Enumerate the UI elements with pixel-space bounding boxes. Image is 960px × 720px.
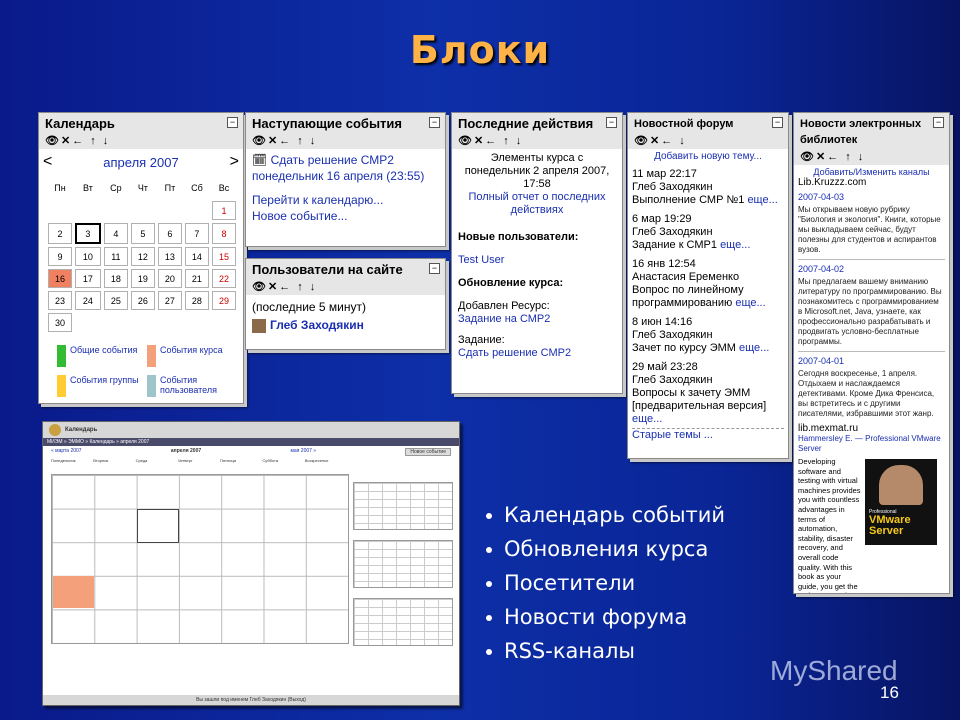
- legend-swatch: [57, 375, 66, 397]
- calendar-day[interactable]: 14: [185, 247, 209, 266]
- calendar-empty-cell: [75, 201, 101, 220]
- legend-swatch: [57, 345, 66, 367]
- goto-calendar-link[interactable]: Перейти к календарю...: [252, 193, 384, 207]
- feature-item: Обновления курса: [484, 534, 725, 568]
- upcoming-events-block: [245, 112, 446, 247]
- calendar-day[interactable]: 18: [104, 269, 128, 288]
- calendar-day[interactable]: 6: [158, 223, 182, 244]
- minimize-icon[interactable]: −: [429, 117, 440, 128]
- calendar-empty-cell: [131, 313, 155, 332]
- feed-source: lib.mexmat.ru: [798, 423, 859, 434]
- calendar-day[interactable]: 15: [212, 247, 236, 266]
- calendar-empty-cell: [48, 201, 72, 220]
- calendar-day[interactable]: 9: [48, 247, 72, 266]
- recent-activity-block: [451, 112, 623, 394]
- more-link[interactable]: еще...: [747, 194, 778, 206]
- block-controls[interactable]: 👁✕← ↑ ↓: [45, 135, 111, 147]
- calendar-day[interactable]: 22: [212, 269, 236, 288]
- news-forum-block: [627, 112, 789, 459]
- news-text: Сегодня воскресенье, 1 апреля. Отдыхаем и наслаждаемся детективами. Кроме Дика Френсиса, вы встретитесь и с другими писателями, избравшими этот жанр.: [798, 369, 935, 418]
- news-text: Мы предлагаем вашему вниманию литературу по программированию. Вы познакомитесь с программированием в Microsoft.net, Java, узнаете, как профессионально разрабатывать и продвигать условно-бесплатные программы.: [798, 277, 942, 346]
- avatar: [252, 319, 266, 333]
- calendar-empty-cell: [104, 201, 128, 220]
- minimize-icon[interactable]: −: [772, 117, 783, 128]
- weekday: Вт: [83, 183, 93, 193]
- weekday: Пн: [54, 183, 66, 193]
- legend-course[interactable]: События курса: [147, 345, 237, 367]
- mini-calendar: [353, 540, 453, 588]
- news-text: Мы открываем новую рубрику "Биология и экология". Книги, которые мы выкладываем сейчас, будут полезны для студентов и аспирантов вузов.: [798, 205, 941, 254]
- new-user-link[interactable]: Test User: [458, 254, 505, 266]
- watermark-logo: MyShared: [770, 655, 898, 686]
- feature-item: Посетители: [484, 568, 725, 602]
- forum-post: 8 июн 14:16 Глеб Заходякин Зачет по курсу ЭММ еще...: [632, 316, 770, 354]
- library-news-block: [793, 112, 950, 594]
- calendar-day[interactable]: 7: [185, 223, 209, 244]
- calendar-day[interactable]: 13: [158, 247, 182, 266]
- calendar-block: [38, 112, 244, 404]
- task-label: Задание:: [458, 334, 505, 346]
- feature-item: Новости форума: [484, 602, 725, 636]
- calendar-day[interactable]: 20: [158, 269, 182, 288]
- legend-global[interactable]: Общие события: [57, 345, 147, 367]
- forum-post: 16 янв 12:54 Анастасия Еременко Вопрос по линейному программированию еще...: [632, 258, 766, 309]
- forum-post: 11 мар 22:17 Глеб Заходякин Выполнение СМР №1 еще...: [632, 168, 778, 206]
- new-users-heading: Новые пользователи:: [458, 231, 579, 243]
- calendar-grid: [45, 175, 239, 335]
- news-date[interactable]: 2007-04-03: [798, 192, 845, 202]
- book-cover-image: [865, 459, 937, 545]
- weekday: Пт: [164, 183, 176, 193]
- recent-title: Последние действия: [458, 116, 594, 131]
- added-resource-link[interactable]: Задание на СМР2: [458, 313, 551, 325]
- screenshot-header: Календарь: [43, 422, 459, 438]
- weekday: Ср: [110, 183, 122, 193]
- book-description: Developing software and testing with virtual machines provides you with countless advantages in terms of automation, stability, disaster recovery, and overall code quality. With this book as your guide, you get the: [798, 457, 861, 591]
- book-cover-subtitle: Professional: [869, 509, 897, 515]
- weekday: Сб: [191, 183, 203, 193]
- block-controls[interactable]: 👁✕← ↑ ↓: [800, 151, 866, 163]
- calendar-page-screenshot: Календарь МИЭМ » ЭММО » Календарь » апреля 2007 « марта 2007 апреля 2007 мая 2007 » Новое событие Понедельник Вторник Среда Четверг Пятница Суббота Воскресенье Вы зашли под именем Глеб Заходякин (Выход): [42, 421, 460, 706]
- online-user-link[interactable]: Глеб Заходякин: [270, 318, 364, 332]
- event-cell[interactable]: [53, 576, 94, 608]
- weekday: Чт: [137, 183, 148, 193]
- feature-item: Календарь событий: [484, 500, 725, 534]
- new-event-link[interactable]: Новое событие...: [252, 209, 348, 223]
- forum-post: 6 мар 19:29 Глеб Заходякин Задание к СМР1 еще...: [632, 213, 751, 251]
- page-number: 16: [880, 683, 899, 702]
- book-cover-title: VMware Server: [869, 514, 911, 537]
- news-date[interactable]: 2007-04-01: [798, 356, 845, 366]
- screenshot-breadcrumb: МИЭМ » ЭММО » Календарь » апреля 2007: [43, 438, 459, 446]
- calendar-day-event[interactable]: 16: [48, 269, 72, 288]
- calendar-day[interactable]: 2: [48, 223, 72, 244]
- calendar-empty-cell: [185, 201, 209, 220]
- weekday: Вс: [218, 183, 230, 193]
- calendar-legend: [57, 345, 239, 397]
- online-users-block: [245, 258, 446, 350]
- legend-group[interactable]: События группы: [57, 375, 147, 397]
- legend-swatch: [147, 375, 156, 397]
- calendar-day[interactable]: 10: [75, 247, 101, 266]
- calendar-empty-cell: [104, 313, 128, 332]
- new-event-button[interactable]: Новое событие: [405, 448, 451, 456]
- minimize-icon[interactable]: −: [429, 263, 440, 274]
- added-resource-label: Добавлен Ресурс:: [458, 300, 550, 312]
- add-feeds-link[interactable]: Добавить/Изменить каналы: [813, 167, 930, 177]
- more-link[interactable]: еще...: [735, 297, 766, 309]
- calendar-day[interactable]: 5: [131, 223, 155, 244]
- calendar-day[interactable]: 21: [185, 269, 209, 288]
- forum-title: Новостной форум: [634, 118, 734, 130]
- calendar-day[interactable]: 4: [104, 223, 128, 244]
- calendar-day-today[interactable]: 3: [75, 223, 101, 244]
- site-logo: [49, 424, 61, 436]
- calendar-day[interactable]: 19: [131, 269, 155, 288]
- legend-swatch: [147, 345, 156, 367]
- minimize-icon[interactable]: −: [227, 117, 238, 128]
- calendar-day[interactable]: 29: [212, 291, 236, 310]
- block-controls[interactable]: 👁✕← ↑ ↓: [252, 281, 318, 293]
- task-link[interactable]: Сдать решение СМР2: [458, 347, 572, 359]
- event-icon: 🗓: [252, 153, 271, 167]
- legend-user[interactable]: События пользователя: [147, 375, 237, 397]
- next-month-button[interactable]: >: [229, 153, 239, 170]
- upcoming-event-link[interactable]: Сдать решение СМР2: [270, 153, 394, 167]
- minimize-icon[interactable]: −: [606, 117, 617, 128]
- upcoming-title: Наступающие события: [252, 116, 403, 131]
- calendar-empty-cell: [75, 313, 101, 332]
- divider: [798, 351, 945, 352]
- calendar-day[interactable]: 28: [185, 291, 209, 310]
- calendar-day[interactable]: 26: [131, 291, 155, 310]
- block-controls[interactable]: 👁✕← ↑ ↓: [252, 135, 318, 147]
- feature-list: [484, 500, 725, 670]
- calendar-day[interactable]: 27: [158, 291, 182, 310]
- calendar-empty-cell: [131, 201, 155, 220]
- more-link[interactable]: еще...: [739, 342, 770, 354]
- calendar-day[interactable]: 23: [48, 291, 72, 310]
- screenshot-month: апреля 2007: [170, 448, 202, 454]
- calendar-empty-cell: [158, 313, 182, 332]
- block-controls[interactable]: 👁✕← ↑ ↓: [458, 135, 524, 147]
- calendar-empty-cell: [185, 313, 209, 332]
- calendar-title: Календарь: [45, 116, 115, 131]
- screenshot-footer: Вы зашли под именем Глеб Заходякин (Выход): [43, 695, 459, 705]
- today-cell[interactable]: [137, 509, 179, 543]
- calendar-header: [39, 113, 243, 149]
- book-link[interactable]: Hammersley E. — Professional VMware Server: [798, 434, 941, 453]
- calendar-day[interactable]: 12: [131, 247, 155, 266]
- feed-source: Lib.Kruzzz.com: [798, 177, 867, 188]
- calendar-day[interactable]: 17: [75, 269, 101, 288]
- month-grid: [51, 474, 349, 644]
- calendar-month[interactable]: апреля 2007: [103, 154, 179, 170]
- calendar-day[interactable]: 8: [212, 223, 236, 244]
- full-report-link[interactable]: Полный отчет о последних действиях: [468, 191, 606, 216]
- mini-calendar: [353, 482, 453, 530]
- divider: [798, 259, 945, 260]
- recent-since: Элементы курса с понедельник 2 апреля 2007, 17:58: [464, 152, 610, 190]
- author-photo: [879, 465, 923, 505]
- calendar-nav: [43, 151, 239, 173]
- next-month-link[interactable]: мая 2007 »: [290, 448, 317, 454]
- online-title: Пользователи на сайте: [252, 262, 403, 277]
- feature-item: RSS-каналы: [484, 636, 725, 670]
- slide-title: Блоки: [409, 28, 551, 72]
- upcoming-event-date[interactable]: понедельник 16 апреля (23:55): [252, 169, 425, 183]
- online-period: (последние 5 минут): [252, 300, 366, 314]
- news-title: Новости электронных библиотек: [800, 118, 922, 146]
- prev-month-button[interactable]: <: [43, 153, 53, 170]
- old-topics-link[interactable]: Старые темы ...: [632, 428, 784, 441]
- prev-month-link[interactable]: « марта 2007: [51, 448, 82, 454]
- calendar-day[interactable]: 24: [75, 291, 101, 310]
- forum-post: 29 май 23:28 Глеб Заходякин Вопросы к зачету ЭММ [предварительная версия] еще...: [632, 361, 767, 425]
- add-topic-link[interactable]: Добавить новую тему...: [654, 151, 762, 162]
- more-link[interactable]: еще...: [720, 239, 751, 251]
- news-date[interactable]: 2007-04-02: [798, 264, 845, 274]
- minimize-icon[interactable]: −: [933, 117, 944, 128]
- calendar-day[interactable]: 1: [212, 201, 236, 220]
- block-controls[interactable]: 👁✕← ↓: [634, 135, 687, 147]
- calendar-day[interactable]: 30: [48, 313, 72, 332]
- course-update-heading: Обновление курса:: [458, 277, 564, 289]
- mini-calendar: [353, 598, 453, 646]
- calendar-day[interactable]: 25: [104, 291, 128, 310]
- calendar-empty-cell: [158, 201, 182, 220]
- calendar-empty-cell: [212, 313, 236, 332]
- calendar-day[interactable]: 11: [104, 247, 128, 266]
- more-link[interactable]: еще...: [632, 413, 663, 425]
